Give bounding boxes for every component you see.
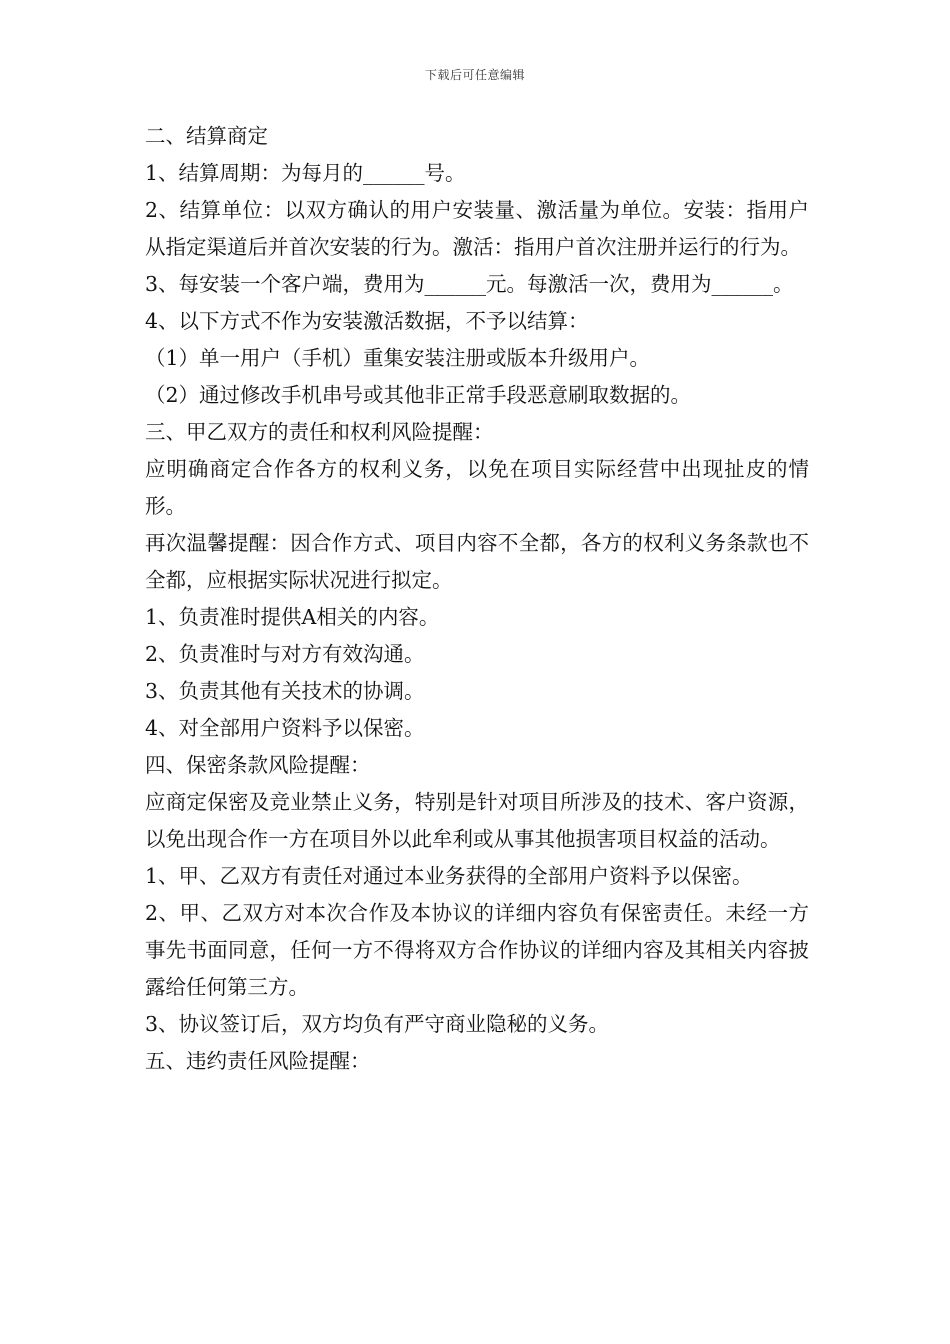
exclusion-item-1: （1）单一用户（手机）重集安装注册或版本升级用户。 <box>145 346 651 370</box>
responsibility-item-1: 1、负责准时提供A相关的内容。 <box>145 605 440 629</box>
clause-fees: 3、每安装一个客户端，费用为______元。每激活一次，费用为______。 <box>145 272 794 296</box>
exclusion-item-2: （2）通过修改手机串号或其他非正常手段恶意刷取数据的。 <box>145 383 692 407</box>
section-heading-confidentiality: 四、保密条款风险提醒： <box>145 753 371 777</box>
page-header-note: 下载后可任意编辑 <box>424 68 525 82</box>
responsibility-item-3: 3、负责其他有关技术的协调。 <box>145 679 425 703</box>
confidentiality-item-3: 3、协议签订后，双方均负有严守商业隐秘的义务。 <box>145 1012 610 1036</box>
confidentiality-item-1: 1、甲、乙双方有责任对通过本业务获得的全部用户资料予以保密。 <box>145 864 753 888</box>
section-heading-breach: 五、违约责任风险提醒： <box>145 1049 371 1073</box>
clause-settlement-unit: 2、结算单位：以双方确认的用户安装量、激活量为单位。安装：指用户从指定渠道后并首次安装的行为。激活：指用户首次注册并运行的行为。 <box>145 198 809 259</box>
section-heading-settlement: 二、结算商定 <box>145 124 268 148</box>
responsibility-item-2: 2、负责准时与对方有效沟通。 <box>145 642 425 666</box>
confidentiality-item-2: 2、甲、乙双方对本次合作及本协议的详细内容负有保密责任。未经一方事先书面同意，任何一方不得将双方合作协议的详细内容及其相关内容披露给任何第三方。 <box>145 901 809 999</box>
paragraph-responsibilities-intro: 应明确商定合作各方的权利义务，以免在项目实际经营中出现扯皮的情形。 <box>145 457 809 518</box>
responsibility-item-4: 4、对全部用户资料予以保密。 <box>145 716 425 740</box>
clause-settlement-cycle: 1、结算周期：为每月的______号。 <box>145 161 466 185</box>
clause-exclusions: 4、以下方式不作为安装激活数据，不予以结算： <box>145 309 589 333</box>
document-body <box>145 118 809 1080</box>
section-heading-responsibilities: 三、甲乙双方的责任和权利风险提醒： <box>145 420 494 444</box>
paragraph-confidentiality-intro: 应商定保密及竞业禁止义务，特别是针对项目所涉及的技术、客户资源，以免出现合作一方在项目外以此牟利或从事其他损害项目权益的活动。 <box>145 790 809 851</box>
paragraph-reminder: 再次温馨提醒：因合作方式、项目内容不全都，各方的权利义务条款也不全都，应根据实际状况进行拟定。 <box>145 531 809 592</box>
